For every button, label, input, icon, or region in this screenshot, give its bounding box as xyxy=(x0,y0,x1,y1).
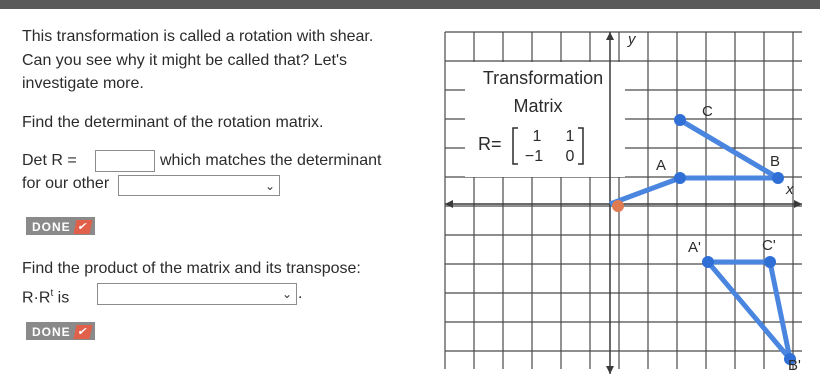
transpose-superscript: t xyxy=(50,288,54,299)
checkmark-icon: ✔ xyxy=(73,325,92,339)
matrix-title-line-2: Matrix xyxy=(513,96,563,116)
find-product-prompt: Find the product of the matrix and its transpose: xyxy=(22,260,361,277)
matrix-lhs: R= xyxy=(478,134,502,154)
x-axis-right-arrow-icon xyxy=(794,200,802,208)
find-determinant-prompt: Find the determinant of the rotation matrix. xyxy=(22,114,324,131)
product-is: is xyxy=(57,289,70,307)
label-b-prime: B' xyxy=(788,357,801,374)
intro-line-3: investigate more. xyxy=(22,75,144,92)
matrix-title-line-1: Transformation xyxy=(482,68,604,88)
det-prefix: Det R = xyxy=(22,152,77,169)
chevron-down-icon: ⌄ xyxy=(264,178,275,193)
label-c-prime: C' xyxy=(762,237,776,254)
label-a: A xyxy=(656,157,667,174)
product-prefix: R·R xyxy=(22,289,51,307)
determinant-input[interactable] xyxy=(95,150,155,172)
intro-line-2: Can you see why it might be called that? Let's xyxy=(22,52,348,69)
vertex-a[interactable] xyxy=(674,172,686,184)
x-axis-left-arrow-icon xyxy=(445,200,453,208)
done-button-label: DONE xyxy=(32,219,71,234)
done-button-1[interactable] xyxy=(26,217,95,235)
matrix-cell-r2c1: −1 xyxy=(524,148,544,165)
coordinate-graph[interactable] xyxy=(440,24,810,380)
product-select[interactable] xyxy=(97,283,297,305)
x-axis-label: x xyxy=(786,181,794,198)
label-a-prime: A' xyxy=(688,239,701,256)
done-button-label: DONE xyxy=(32,324,71,339)
label-c: C xyxy=(702,103,713,120)
matrix-cell-r2c2: 0 xyxy=(565,148,575,165)
vertex-c[interactable] xyxy=(674,114,686,126)
label-b: B xyxy=(770,153,781,170)
transformed-shape-edges xyxy=(708,262,790,359)
matrix-cell-r1c2: 1 xyxy=(565,128,575,145)
original-shape-hypotenuse xyxy=(680,120,781,178)
chevron-down-icon: ⌄ xyxy=(281,287,292,301)
y-axis-down-arrow-icon xyxy=(606,366,614,374)
other-transformation-select[interactable] xyxy=(118,175,280,196)
top-bar xyxy=(0,0,820,9)
y-axis-up-arrow-icon xyxy=(606,32,614,40)
vertex-a-prime[interactable] xyxy=(702,256,714,268)
for-our-other-label: for our other xyxy=(22,175,110,192)
vertex-c-prime[interactable] xyxy=(764,256,776,268)
product-period: . xyxy=(298,285,303,302)
det-suffix: which matches the determinant xyxy=(160,152,382,169)
matrix-cell-r1c1: 1 xyxy=(532,128,542,145)
checkmark-icon: ✔ xyxy=(73,220,92,234)
product-expression xyxy=(22,283,69,309)
vertex-b[interactable] xyxy=(772,172,784,184)
y-axis-label: y xyxy=(628,31,636,48)
origin-point xyxy=(612,200,624,212)
done-button-2[interactable] xyxy=(26,322,95,340)
intro-line-1: This transformation is called a rotation with shear. xyxy=(22,28,374,45)
